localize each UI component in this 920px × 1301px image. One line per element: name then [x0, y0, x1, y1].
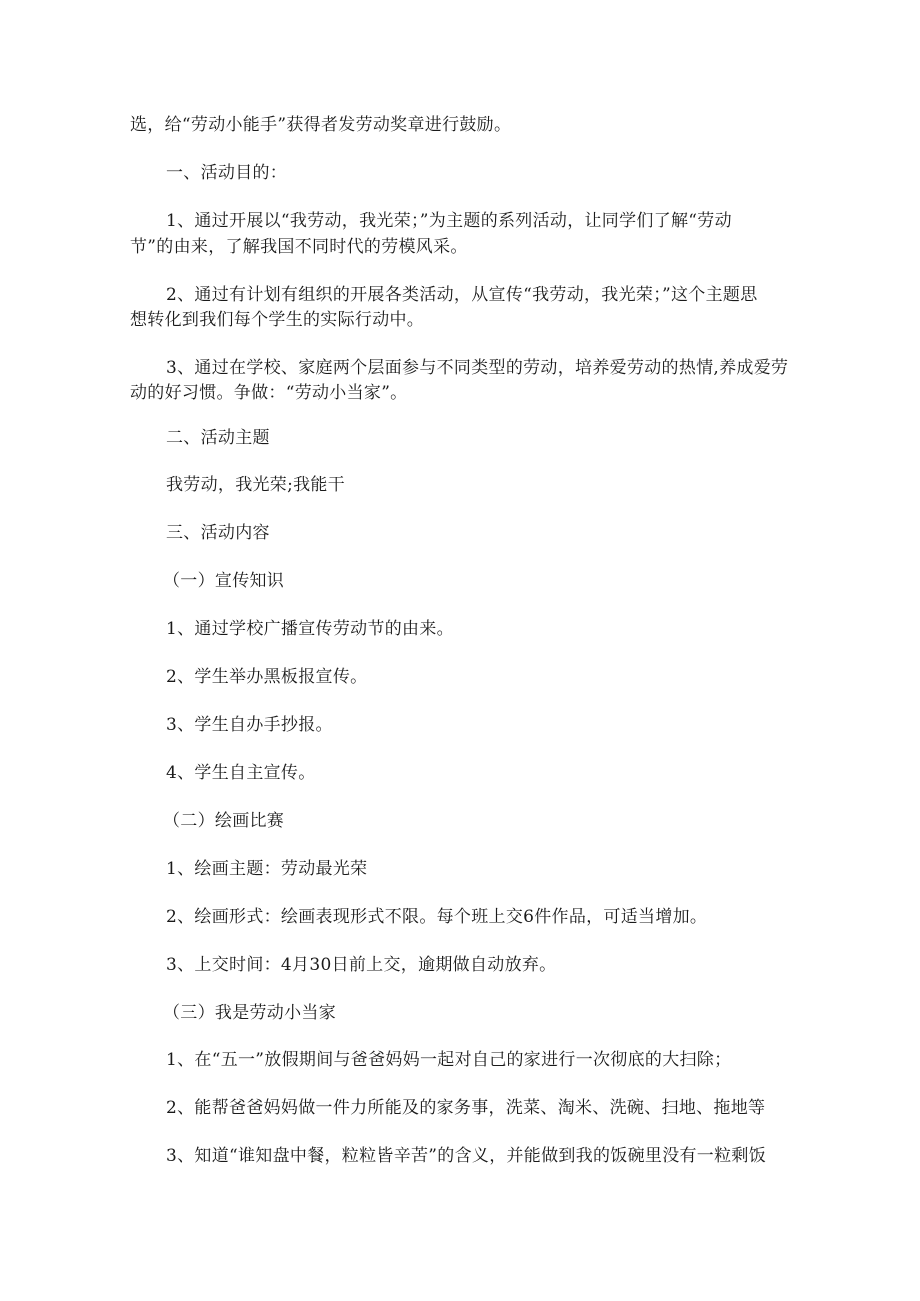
text-line: 1、通过学校广播宣传劳动节的由来。: [166, 619, 454, 639]
subsection-heading: （三）我是劳动小当家: [163, 1003, 336, 1023]
text-line: 3、知道“谁知盘中餐，粒粒皆辛苦”的含义，并能做到我的饭碗里没有一粒剩饭: [166, 1146, 766, 1166]
text-line: 3、通过在学校、家庭两个层面参与不同类型的劳动，培养爱劳动的热情,养成爱劳: [166, 358, 789, 378]
text-line: 动的好习惯。争做：“劳动小当家”。: [130, 383, 408, 403]
text-line: 我劳动，我光荣;我能干: [166, 475, 346, 495]
text-line: 1、在“五一”放假期间与爸爸妈妈一起对自己的家进行一次彻底的大扫除；: [166, 1050, 732, 1070]
text-line: 2、能帮爸爸妈妈做一件力所能及的家务事，洗菜、淘米、洗碗、扫地、拖地等: [166, 1098, 766, 1118]
text-line: 3、上交时间：4月30日前上交，逾期做自动放弃。: [166, 955, 557, 975]
text-line: 1、绘画主题：劳动最光荣: [166, 859, 368, 879]
text-line: 节”的由来，了解我国不同时代的劳模风采。: [130, 237, 468, 257]
text-line: 想转化到我们每个学生的实际行动中。: [130, 310, 425, 330]
text-line: 1、通过开展以“我劳动，我光荣；”为主题的系列活动，让同学们了解“劳动: [166, 211, 732, 231]
section-heading: 一、活动目的：: [166, 163, 288, 183]
section-heading: 二、活动主题: [166, 428, 270, 448]
text-line: 选，给“劳动小能手”获得者发劳动奖章进行鼓励。: [130, 115, 512, 135]
text-line: 2、通过有计划有组织的开展各类活动，从宣传“我劳动，我光荣；”这个主题思: [166, 285, 758, 305]
text-line: 4、学生自主宣传。: [166, 763, 316, 783]
text-line: 3、学生自办手抄报。: [166, 715, 333, 735]
subsection-heading: （二）绘画比赛: [163, 811, 285, 831]
text-line: 2、绘画形式：绘画表现形式不限。每个班上交6件作品，可适当增加。: [166, 907, 708, 927]
section-heading: 三、活动内容: [166, 523, 270, 543]
text-line: 2、学生举办黑板报宣传。: [166, 667, 368, 687]
subsection-heading: （一）宣传知识: [163, 571, 285, 591]
